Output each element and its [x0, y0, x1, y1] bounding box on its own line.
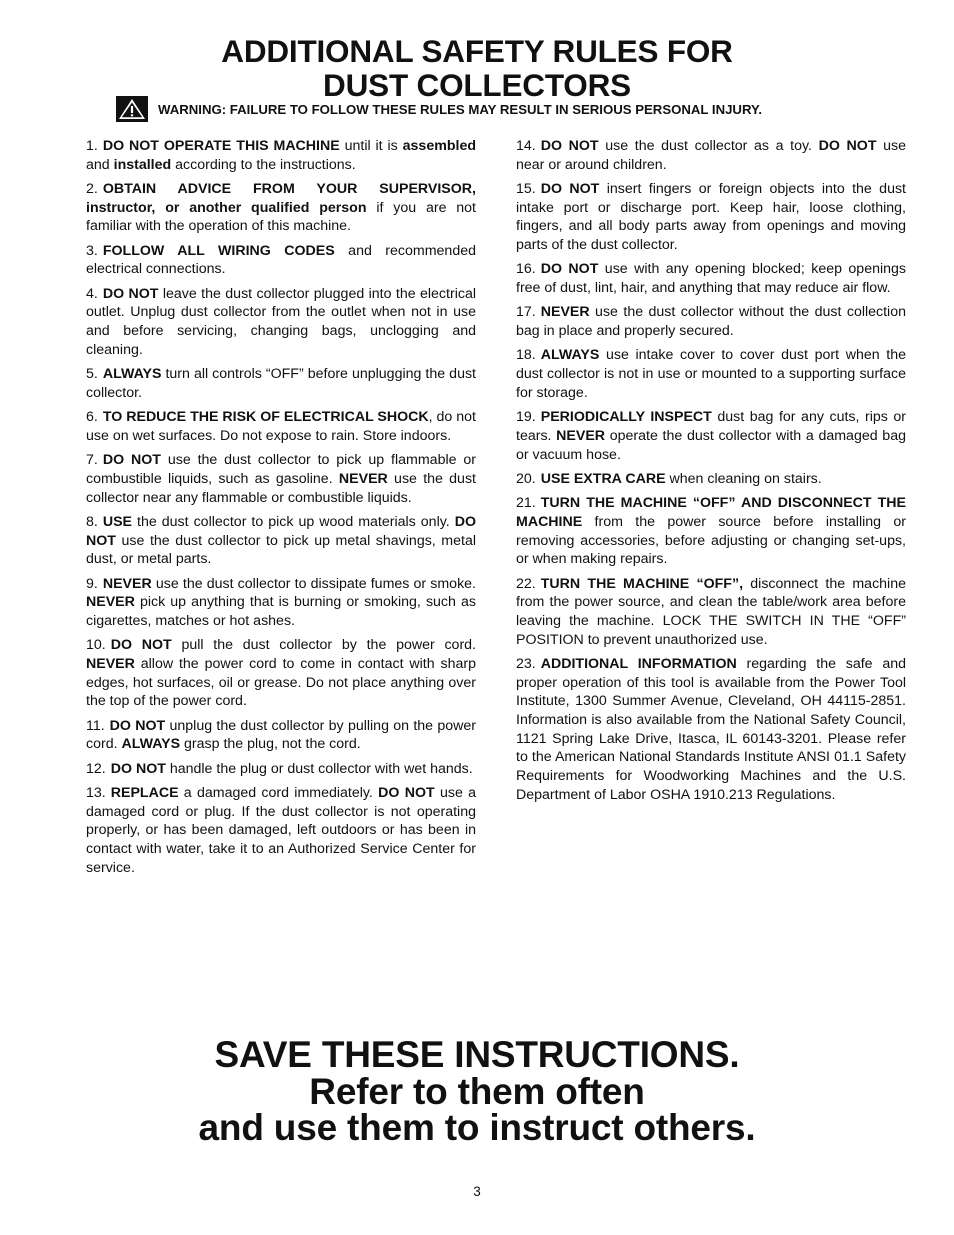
- rule-number: 18.: [516, 347, 536, 364]
- rule-text: use the dust collector as a toy.: [598, 138, 819, 154]
- safety-rule-5: [86, 365, 476, 402]
- rule-emphasis: NEVER: [86, 594, 135, 611]
- rule-emphasis: USE: [102, 513, 133, 530]
- warning-triangle-icon: [116, 96, 148, 122]
- safety-rule-4: [86, 285, 476, 360]
- rule-text: until it is: [339, 138, 403, 154]
- rule-emphasis: NEVER: [338, 470, 388, 487]
- rule-number: 11.: [86, 717, 105, 734]
- save-line-3: and use them to instruct others.: [198, 1107, 756, 1148]
- rule-emphasis: assembled: [402, 138, 476, 154]
- save-line-2: Refer to them often: [309, 1070, 645, 1112]
- rule-emphasis: DO NOT: [540, 261, 599, 278]
- save-line-1: SAVE THESE INSTRUCTIONS.: [214, 1034, 740, 1075]
- page-title-line-2: DUST COLLECTORS: [323, 67, 631, 103]
- save-instructions-heading: [0, 1034, 954, 1148]
- rule-emphasis: DO NOT: [102, 285, 159, 302]
- rule-number: 20.: [516, 470, 536, 487]
- rule-text: pull the dust collector by the power cord.: [171, 637, 476, 654]
- safety-rule-15: [516, 180, 906, 255]
- rule-emphasis: ALWAYS: [102, 366, 162, 383]
- rule-number: 9.: [86, 575, 98, 592]
- rule-number: 8.: [86, 513, 98, 530]
- rule-text: and recommended electrical connections.: [86, 242, 476, 278]
- rule-number: 21.: [516, 495, 536, 512]
- safety-rule-23: [516, 655, 906, 805]
- rule-emphasis: ALWAYS: [540, 347, 600, 364]
- rule-emphasis: TO REDUCE THE RISK OF ELECTRICAL SHOCK: [102, 409, 429, 426]
- rule-emphasis: DO NOT OPERATE THIS MACHINE: [102, 138, 340, 154]
- rule-number: 16.: [516, 261, 536, 278]
- rule-number: 3.: [86, 242, 98, 259]
- rule-text: regarding the safe and proper operation of this tool is available from the Power Tool Institute, 1300 Summer Avenue, Cleveland, OH 44115-2851. Information is also available from the National Safety Council, 1121 Spring Lake Drive, Itasca, IL 60143-3201. Please refer to the American National Standards Institute ANSI 01.1 Safety Requirements for Woodworking Machines and the U.S. Department of Labor OSHA 1910.213 Regulations.: [516, 655, 906, 803]
- rule-text: use the dust collector to dissipate fumes or smoke.: [151, 575, 476, 592]
- rule-emphasis: ALWAYS: [121, 736, 181, 753]
- safety-rule-14: [516, 137, 906, 174]
- rule-emphasis: REPLACE: [110, 784, 179, 801]
- page-title-line-1: ADDITIONAL SAFETY RULES FOR: [221, 33, 733, 69]
- rule-emphasis: DO NOT: [109, 717, 166, 734]
- rule-text: use intake cover to cover dust port when the dust collector is not in use or mounted to a supporting surface for storage.: [516, 347, 906, 401]
- safety-rule-17: [516, 303, 906, 340]
- rule-text: the dust collector to pick up wood materials only.: [132, 513, 455, 530]
- rule-text: use the dust collector to pick up flammable or combustible liquids, such as gasoline.: [86, 452, 476, 487]
- rule-emphasis: DO NOT: [378, 784, 435, 801]
- rule-emphasis: NEVER: [86, 655, 135, 672]
- safety-rule-19: [516, 408, 906, 464]
- safety-rule-12: [86, 760, 476, 779]
- safety-rule-7: [86, 451, 476, 507]
- warning-text: WARNING: FAILURE TO FOLLOW THESE RULES MAY RESULT IN SERIOUS PERSONAL INJURY.: [158, 101, 762, 117]
- rule-number: 2.: [86, 181, 98, 197]
- rule-emphasis: ADDITIONAL INFORMATION: [540, 655, 737, 672]
- safety-rule-21: [516, 494, 906, 569]
- rule-text: disconnect the machine from the power source, and clean the table/work area before leaving the machine. LOCK THE SWITCH IN THE “OFF” POSITION to prevent unauthorized use.: [516, 575, 906, 648]
- safety-rule-18: [516, 346, 906, 402]
- rule-emphasis: PERIODICALLY INSPECT: [540, 409, 712, 426]
- safety-rule-22: [516, 575, 906, 650]
- rule-emphasis: NEVER: [102, 575, 152, 592]
- rule-text: operate the dust collector with a damaged bag or vacuum hose.: [516, 427, 906, 463]
- rule-number: 19.: [516, 409, 536, 426]
- rule-emphasis: DO NOT: [110, 760, 166, 777]
- rule-text: use a damaged cord or plug. If the dust collector is not operating properly, or has been damaged, left outdoors or has been in contact with water, take it to an Authorized Service Center for service.: [86, 784, 477, 876]
- rule-number: 1.: [86, 138, 98, 154]
- rule-text: a damaged cord immediately.: [178, 784, 379, 801]
- rule-text: use near or around children.: [516, 138, 907, 173]
- rule-number: 22.: [516, 575, 536, 592]
- safety-rule-13: [86, 784, 476, 878]
- rule-number: 7.: [86, 452, 98, 469]
- rule-text: if you are not familiar with the operation of this machine.: [86, 199, 477, 235]
- rule-number: 5.: [86, 366, 98, 383]
- rule-text: turn all controls “OFF” before unplugging the dust collector.: [86, 366, 476, 401]
- rule-text: unplug the dust collector by pulling on the power cord.: [86, 717, 476, 753]
- rule-number: 12.: [86, 760, 106, 777]
- page-number: 3: [473, 1184, 481, 1199]
- rule-number: 17.: [516, 304, 536, 321]
- rule-text: pick up anything that is burning or smoking, such as cigarettes, matches or hot ashes.: [86, 594, 476, 629]
- rule-emphasis: DO NOT: [102, 452, 161, 469]
- safety-rule-6: [86, 408, 476, 445]
- rule-emphasis: installed: [113, 156, 172, 173]
- rule-number: 6.: [86, 409, 98, 426]
- page-title: [0, 34, 954, 102]
- rule-text: from the power source before installing or removing accessories, before adjusting or changing set-ups, or when making repairs.: [516, 513, 906, 568]
- safety-rule-20: [516, 470, 906, 489]
- rule-text: use with any opening blocked; keep openings free of dust, lint, hair, and anything that may reduce air flow.: [516, 261, 907, 297]
- safety-rule-2: [86, 180, 476, 236]
- rule-number: 15.: [516, 181, 536, 197]
- rule-text: use the dust collector to pick up metal shavings, metal dust, or metal parts.: [86, 532, 476, 568]
- rule-emphasis: DO NOT: [540, 181, 600, 197]
- safety-rule-10: [86, 636, 476, 711]
- safety-rule-1: [86, 137, 476, 174]
- rule-text: allow the power cord to come in contact with sharp edges, hot surfaces, oil or grease. Do not place anything over the top of the power cord.: [86, 655, 476, 710]
- rule-emphasis: DO NOT: [540, 138, 599, 154]
- rule-text: insert fingers or foreign objects into the dust intake port or discharge port. Keep hair, loose clothing, fingers, and all body parts away from openings and moving parts of the dust collector.: [516, 181, 907, 254]
- rule-text: , do not use on wet surfaces. Do not expose to rain. Store indoors.: [86, 409, 476, 444]
- rule-emphasis: USE EXTRA CARE: [540, 470, 666, 487]
- safety-rule-11: [86, 717, 476, 754]
- rule-number: 4.: [86, 285, 98, 302]
- rule-text: handle the plug or dust collector with wet hands.: [165, 760, 473, 777]
- rule-number: 13.: [86, 784, 106, 801]
- rule-emphasis: DO NOT: [86, 513, 476, 549]
- rule-number: 14.: [516, 138, 536, 154]
- rule-emphasis: DO NOT: [110, 637, 172, 654]
- rule-text: and: [86, 156, 114, 173]
- rule-text: according to the instructions.: [171, 156, 356, 173]
- warning-banner: [116, 96, 762, 122]
- safety-rule-9: [86, 575, 476, 631]
- safety-rule-3: [86, 242, 476, 279]
- rule-text: leave the dust collector plugged into the electrical outlet. Unplug dust collector from the outlet when not in use and before servicing, changing bags, unclogging and cleaning.: [86, 285, 476, 358]
- rule-emphasis: FOLLOW ALL WIRING CODES: [102, 242, 335, 259]
- rule-text: use the dust collector near any flammable or combustible liquids.: [86, 470, 476, 506]
- rule-emphasis: TURN THE MACHINE “OFF” AND DISCONNECT THE MACHINE: [516, 495, 906, 530]
- rules-column-right: [516, 137, 906, 810]
- rule-number: 10.: [86, 637, 106, 654]
- rule-text: grasp the plug, not the cord.: [180, 736, 361, 753]
- safety-rule-16: [516, 260, 906, 297]
- rule-text: dust bag for any cuts, rips or tears.: [516, 409, 907, 444]
- rule-emphasis: NEVER: [540, 304, 590, 321]
- safety-rule-8: [86, 513, 476, 569]
- rule-emphasis: TURN THE MACHINE “OFF”,: [540, 575, 744, 592]
- rule-emphasis: DO NOT: [818, 138, 877, 154]
- rule-text: use the dust collector without the dust collection bag in place and properly secured.: [516, 304, 906, 340]
- rules-column-left: [86, 137, 476, 883]
- rule-emphasis: OBTAIN ADVICE FROM YOUR SUPERVISOR, instructor, or another qualified person: [86, 181, 476, 216]
- rule-emphasis: NEVER: [556, 427, 606, 444]
- rule-number: 23.: [516, 655, 536, 672]
- rule-text: when cleaning on stairs.: [665, 470, 822, 487]
